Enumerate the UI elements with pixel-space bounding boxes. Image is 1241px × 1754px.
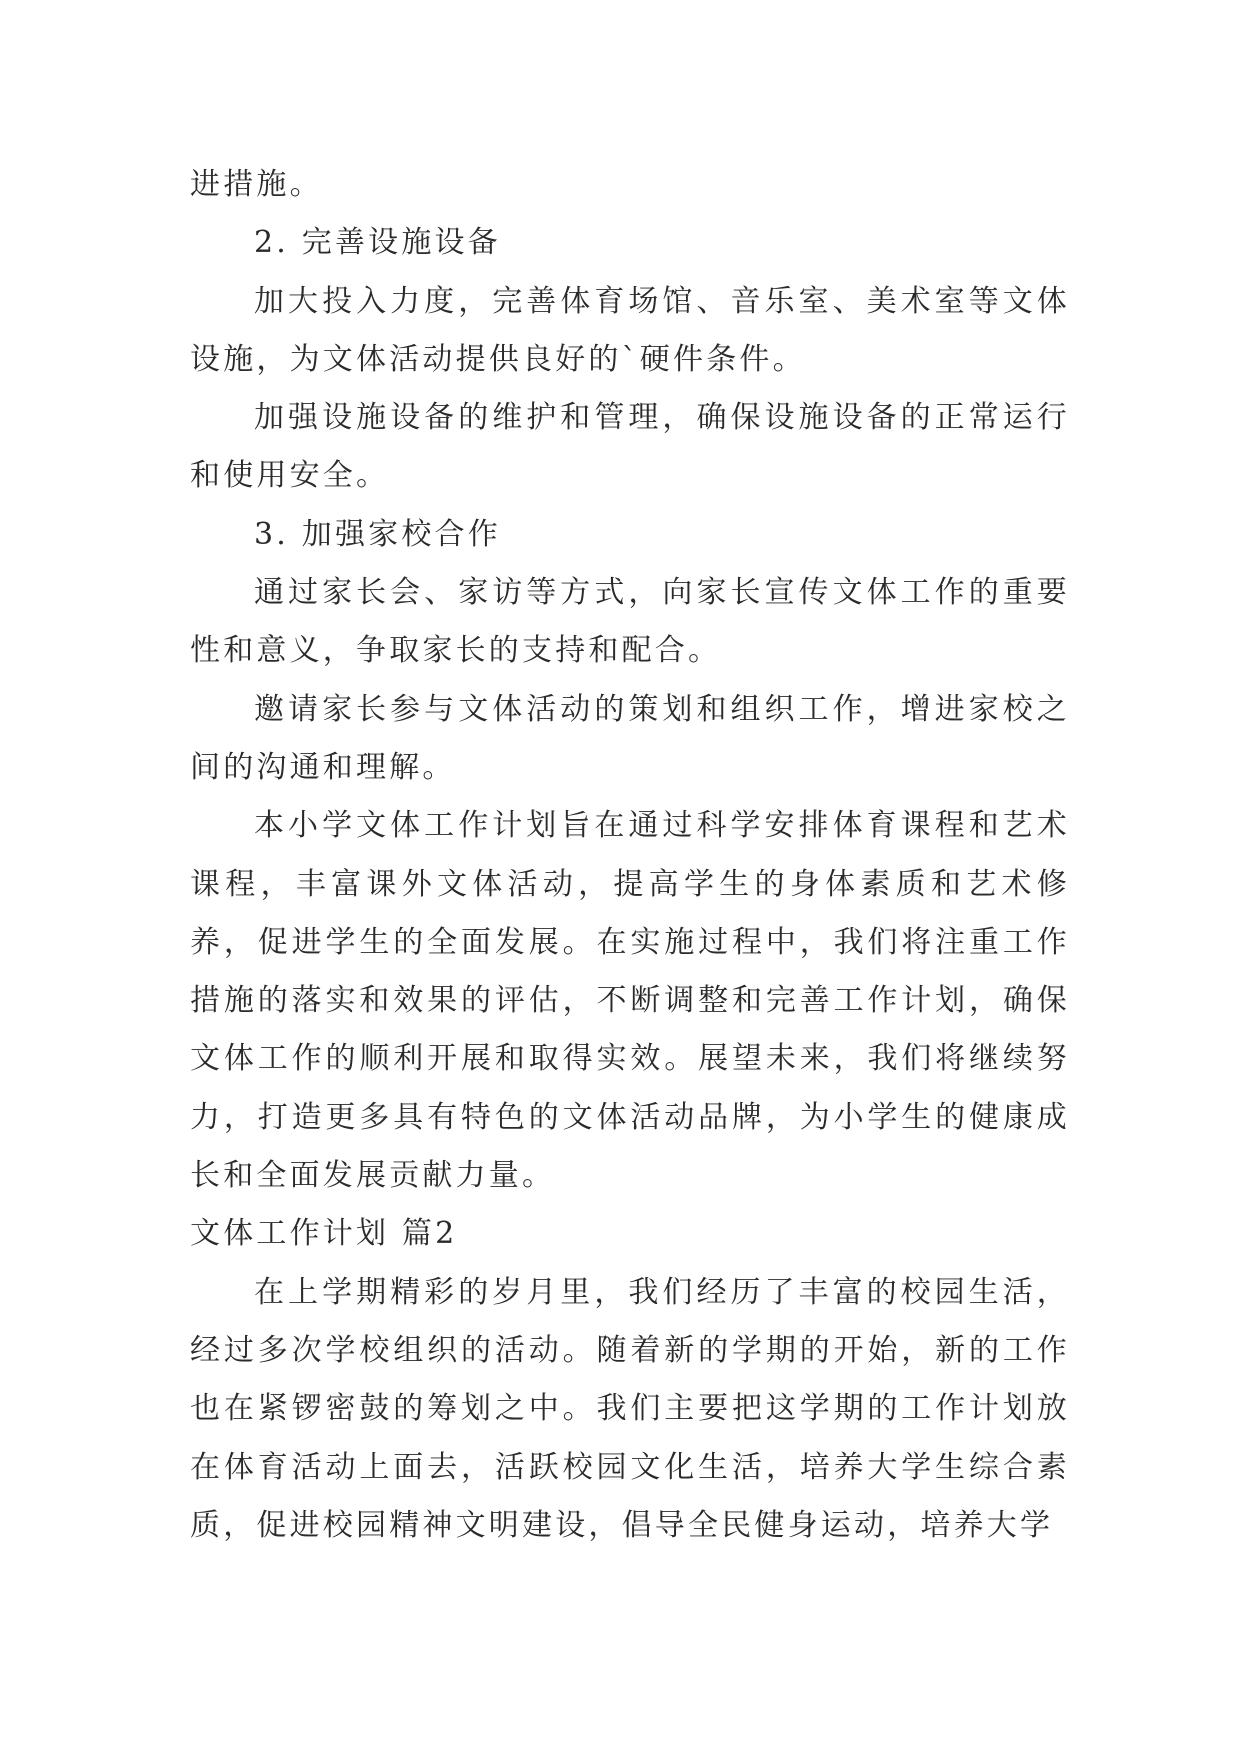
document-body (190, 156, 1070, 1555)
paragraph: 加强设施设备的维护和管理，确保设施设备的正常运行和使用安全。 (190, 400, 1070, 494)
paragraph: 在上学期精彩的岁月里，我们经历了丰富的校园生活，经过多次学校组织的活动。随着新的学期的开始，新的工作也在紧锣密鼓的筹划之中。我们主要把这学期的工作计划放在体育活动上面去，活跃校园文化生活，培养大学生综合素质，促进校园精神文明建设，倡导全民健身运动，培养大学 (190, 1274, 1070, 1543)
paragraph: 通过家长会、家访等方式，向家长宣传文体工作的重要性和意义，争取家长的支持和配合。 (190, 575, 1070, 669)
subheading-improve-facilities: 2. 完善设施设备 (254, 225, 501, 261)
paragraph-continuation: 进措施。 (190, 167, 323, 202)
paragraph: 加大投入力度，完善体育场馆、音乐室、美术室等文体设施，为文体活动提供良好的`硬件条件。 (190, 283, 1070, 377)
section-title: 文体工作计划 篇2 (190, 1216, 458, 1252)
paragraph: 邀请家长参与文体活动的策划和组织工作，增进家校之间的沟通和理解。 (190, 691, 1070, 785)
paragraph-summary: 本小学文体工作计划旨在通过科学安排体育课程和艺术课程，丰富课外文体活动，提高学生的身体素质和艺术修养，促进学生的全面发展。在实施过程中，我们将注重工作措施的落实和效果的评估，不断调整和完善工作计划，确保文体工作的顺利开展和取得实效。展望未来，我们将继续努力，打造更多具有特色的文体活动品牌，为小学生的健康成长和全面发展贡献力量。 (190, 808, 1070, 1194)
subheading-home-school-cooperation: 3. 加强家校合作 (254, 516, 501, 552)
